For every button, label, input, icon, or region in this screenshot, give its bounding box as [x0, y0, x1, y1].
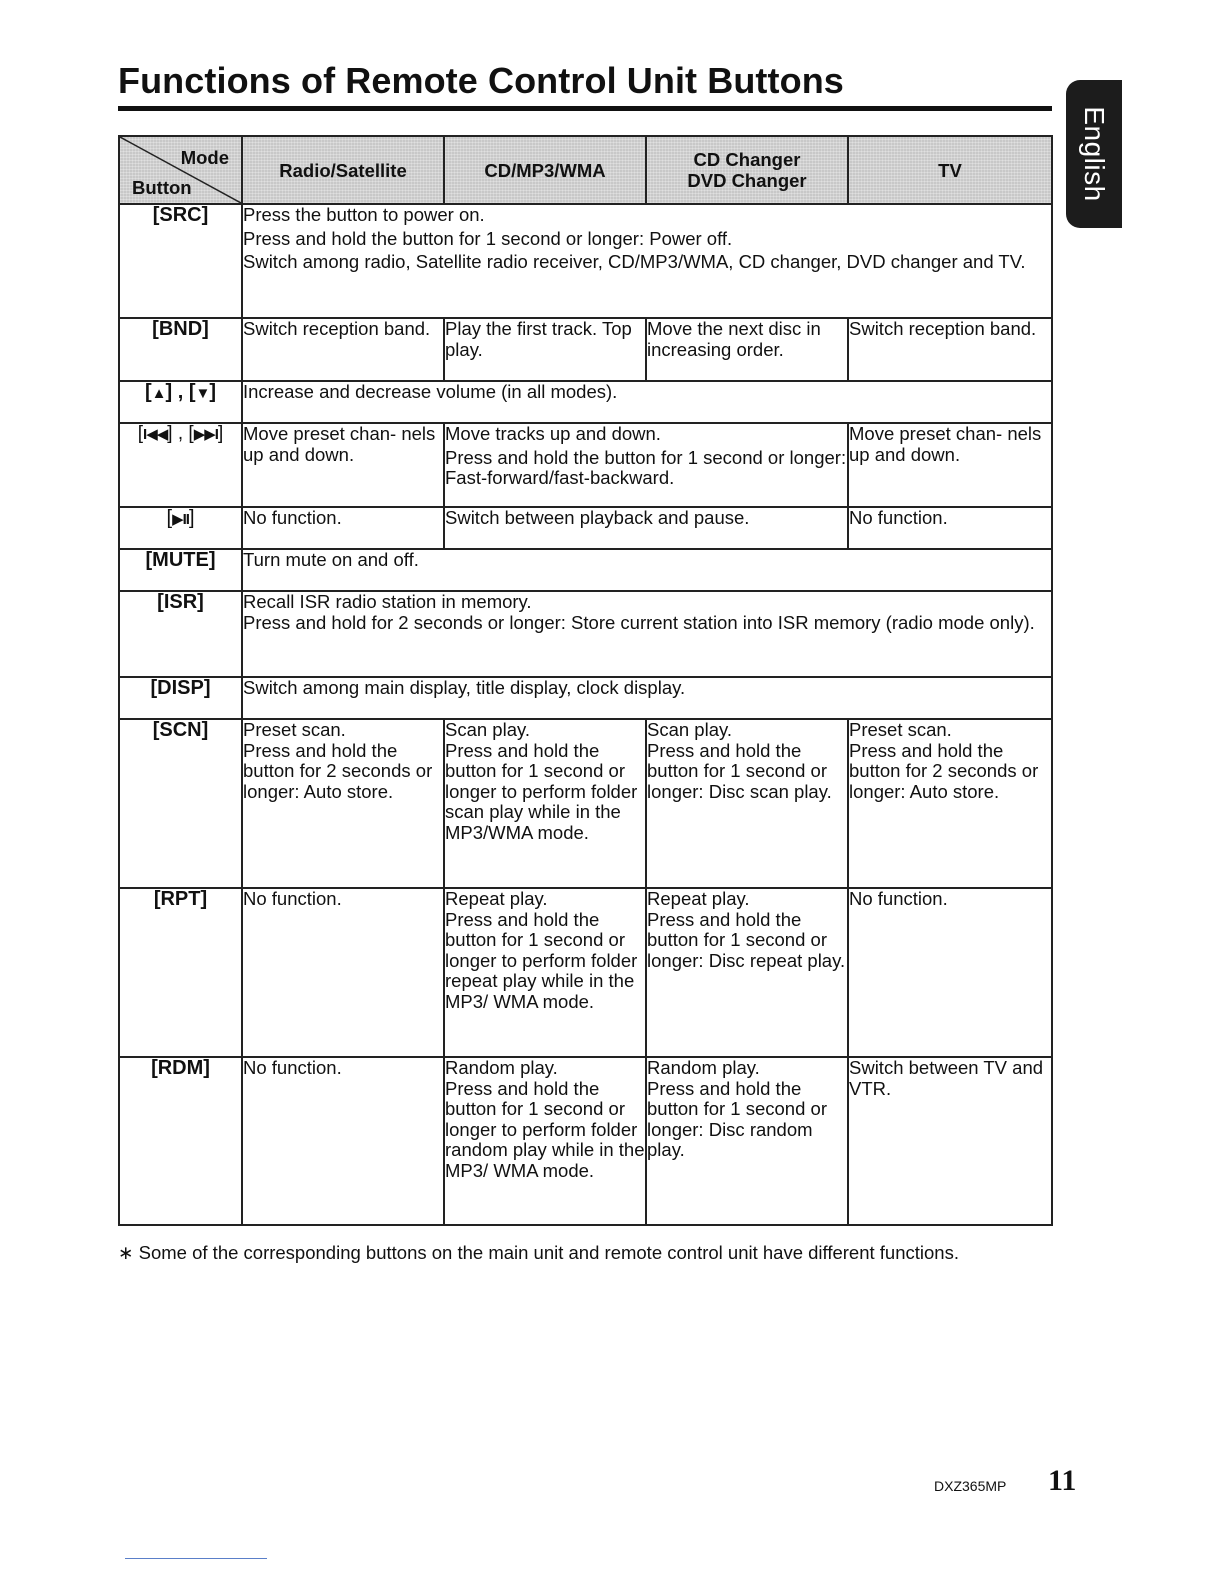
- play-cd-changer: Switch between playback and pause.: [444, 507, 848, 549]
- rpt-changer-line-1: Repeat play.: [647, 888, 750, 909]
- scn-changer-line-2: Press and hold the button for 1 second or longer: Disc scan play.: [647, 739, 832, 802]
- rpt-changer: [646, 888, 848, 1057]
- rdm-tv: Switch between TV and VTR.: [848, 1057, 1052, 1225]
- play-bracket-close: ]: [188, 507, 195, 529]
- button-src: [SRC]: [119, 204, 242, 318]
- page-number: 11: [1048, 1464, 1077, 1497]
- volume-bracket-open: [: [144, 381, 152, 403]
- bnd-tv: Switch reception band.: [848, 318, 1052, 381]
- scn-cd: [444, 719, 646, 888]
- rpt-tv: No function.: [848, 888, 1052, 1057]
- header-radio-satellite: Radio/Satellite: [242, 136, 444, 204]
- volume-separator: ] , [: [165, 381, 196, 403]
- scn-radio-line-2: Press and hold the button for 2 seconds or longer: Auto store.: [243, 739, 433, 802]
- row-skip: [119, 423, 1052, 507]
- play-tv: No function.: [848, 507, 1052, 549]
- play-pause-icon: ▶II: [172, 511, 189, 528]
- button-rdm: [RDM]: [119, 1057, 242, 1225]
- skip-cd-changer: [444, 423, 848, 507]
- button-volume: [119, 381, 242, 423]
- row-volume: [119, 381, 1052, 423]
- header-tv: TV: [848, 136, 1052, 204]
- button-label: Button: [132, 177, 192, 198]
- previous-track-icon: I◀◀: [143, 426, 168, 443]
- play-radio: No function.: [242, 507, 444, 549]
- row-rdm: [119, 1057, 1052, 1225]
- volume-up-icon: ▲: [151, 385, 166, 402]
- scn-radio-line-1: Preset scan.: [243, 719, 346, 740]
- rdm-cd-line-2: Press and hold the button for 1 second or longer to perform folder random play while in the MP3/ WMA mode.: [445, 1077, 645, 1181]
- play-bracket-open: [: [166, 507, 173, 529]
- function-table: [118, 135, 1053, 1226]
- rdm-changer-line-2: Press and hold the button for 1 second or longer: Disc random play.: [647, 1077, 827, 1160]
- rpt-radio: No function.: [242, 888, 444, 1057]
- row-rpt: [119, 888, 1052, 1057]
- model-number: DXZ365MP: [934, 1478, 1007, 1494]
- button-rpt: [RPT]: [119, 888, 242, 1057]
- scn-cd-line-1: Scan play.: [445, 719, 531, 740]
- bnd-changer: Move the next disc in increasing order.: [646, 318, 848, 381]
- src-description: [242, 204, 1052, 318]
- button-scn: [SCN]: [119, 719, 242, 888]
- skip-cd-line-2: Press and hold the button for 1 second or longer: Fast-forward/fast-backward.: [445, 446, 847, 488]
- scn-tv-line-2: Press and hold the button for 2 seconds or longer: Auto store.: [849, 739, 1039, 802]
- scn-cd-line-2: Press and hold the button for 1 second or longer to perform folder scan play while in the MP3/WMA mode.: [445, 739, 638, 843]
- button-skip: [119, 423, 242, 507]
- isr-line-1: Recall ISR radio station in memory.: [243, 591, 532, 612]
- skip-radio: Move preset chan- nels up and down.: [242, 423, 444, 507]
- rdm-changer-line-1: Random play.: [647, 1057, 760, 1078]
- button-disp: [DISP]: [119, 677, 242, 719]
- scn-changer: [646, 719, 848, 888]
- bnd-cd: Play the first track. Top play.: [444, 318, 646, 381]
- volume-down-icon: ▼: [195, 385, 210, 402]
- volume-description: Increase and decrease volume (in all modes).: [242, 381, 1052, 423]
- rpt-cd-line-1: Repeat play.: [445, 888, 548, 909]
- scn-tv-line-1: Preset scan.: [849, 719, 952, 740]
- isr-description: [242, 591, 1052, 677]
- title-rule: [118, 106, 1052, 111]
- row-scn: [119, 719, 1052, 888]
- next-track-icon: ▶▶I: [193, 426, 218, 443]
- rdm-radio: No function.: [242, 1057, 444, 1225]
- mute-description: Turn mute on and off.: [242, 549, 1052, 591]
- rpt-cd: [444, 888, 646, 1057]
- row-bnd: [119, 318, 1052, 381]
- header-dvd-changer: DVD Changer: [687, 170, 807, 191]
- rdm-cd-line-1: Random play.: [445, 1057, 558, 1078]
- button-bnd: [BND]: [119, 318, 242, 381]
- src-line-3: Switch among radio, Satellite radio receiver, CD/MP3/WMA, CD changer, DVD changer and TV.: [243, 251, 1026, 272]
- bottom-line: [125, 1558, 267, 1559]
- src-line-2: Press and hold the button for 1 second or longer: Power off.: [243, 227, 733, 249]
- button-isr: [ISR]: [119, 591, 242, 677]
- language-tab: [1066, 80, 1122, 228]
- page-title: Functions of Remote Control Unit Buttons: [118, 60, 844, 101]
- button-play-pause: [119, 507, 242, 549]
- header-cd-changer: CD Changer: [693, 149, 801, 170]
- row-disp: [119, 677, 1052, 719]
- scn-radio: [242, 719, 444, 888]
- bnd-radio: Switch reception band.: [242, 318, 444, 381]
- language-tab-label: English: [1079, 106, 1110, 202]
- rpt-cd-line-2: Press and hold the button for 1 second or longer to perform folder repeat play while in the MP3/ WMA mode.: [445, 908, 638, 1012]
- header-cd-mp3-wma: CD/MP3/WMA: [444, 136, 646, 204]
- src-line-1: Press the button to power on.: [243, 204, 485, 225]
- skip-cd-line-1: Move tracks up and down.: [445, 423, 661, 444]
- scn-tv: [848, 719, 1052, 888]
- header-cd-dvd-changer: [646, 136, 848, 204]
- isr-line-2: Press and hold for 2 seconds or longer: Store current station into ISR memory (radio mode only).: [243, 611, 1035, 633]
- volume-bracket-close: ]: [209, 381, 217, 403]
- footnote: ∗ Some of the corresponding buttons on the main unit and remote control unit have different functions.: [118, 1242, 959, 1263]
- skip-separator: ] , [: [167, 423, 194, 444]
- row-mute: [119, 549, 1052, 591]
- skip-bracket-open: [: [137, 423, 144, 444]
- scn-changer-line-1: Scan play.: [647, 719, 733, 740]
- skip-tv: Move preset chan- nels up and down.: [848, 423, 1052, 507]
- row-src: [119, 204, 1052, 318]
- rdm-changer: [646, 1057, 848, 1225]
- mode-label: Mode: [180, 147, 229, 168]
- button-mute: [MUTE]: [119, 549, 242, 591]
- row-isr: [119, 591, 1052, 677]
- disp-description: Switch among main display, title display, clock display.: [242, 677, 1052, 719]
- rdm-cd: [444, 1057, 646, 1225]
- skip-bracket-close: ]: [217, 423, 224, 444]
- mode-button-corner: [119, 136, 242, 204]
- rpt-changer-line-2: Press and hold the button for 1 second or longer: Disc repeat play.: [647, 908, 846, 971]
- header-row: [119, 136, 1052, 204]
- row-play-pause: [119, 507, 1052, 549]
